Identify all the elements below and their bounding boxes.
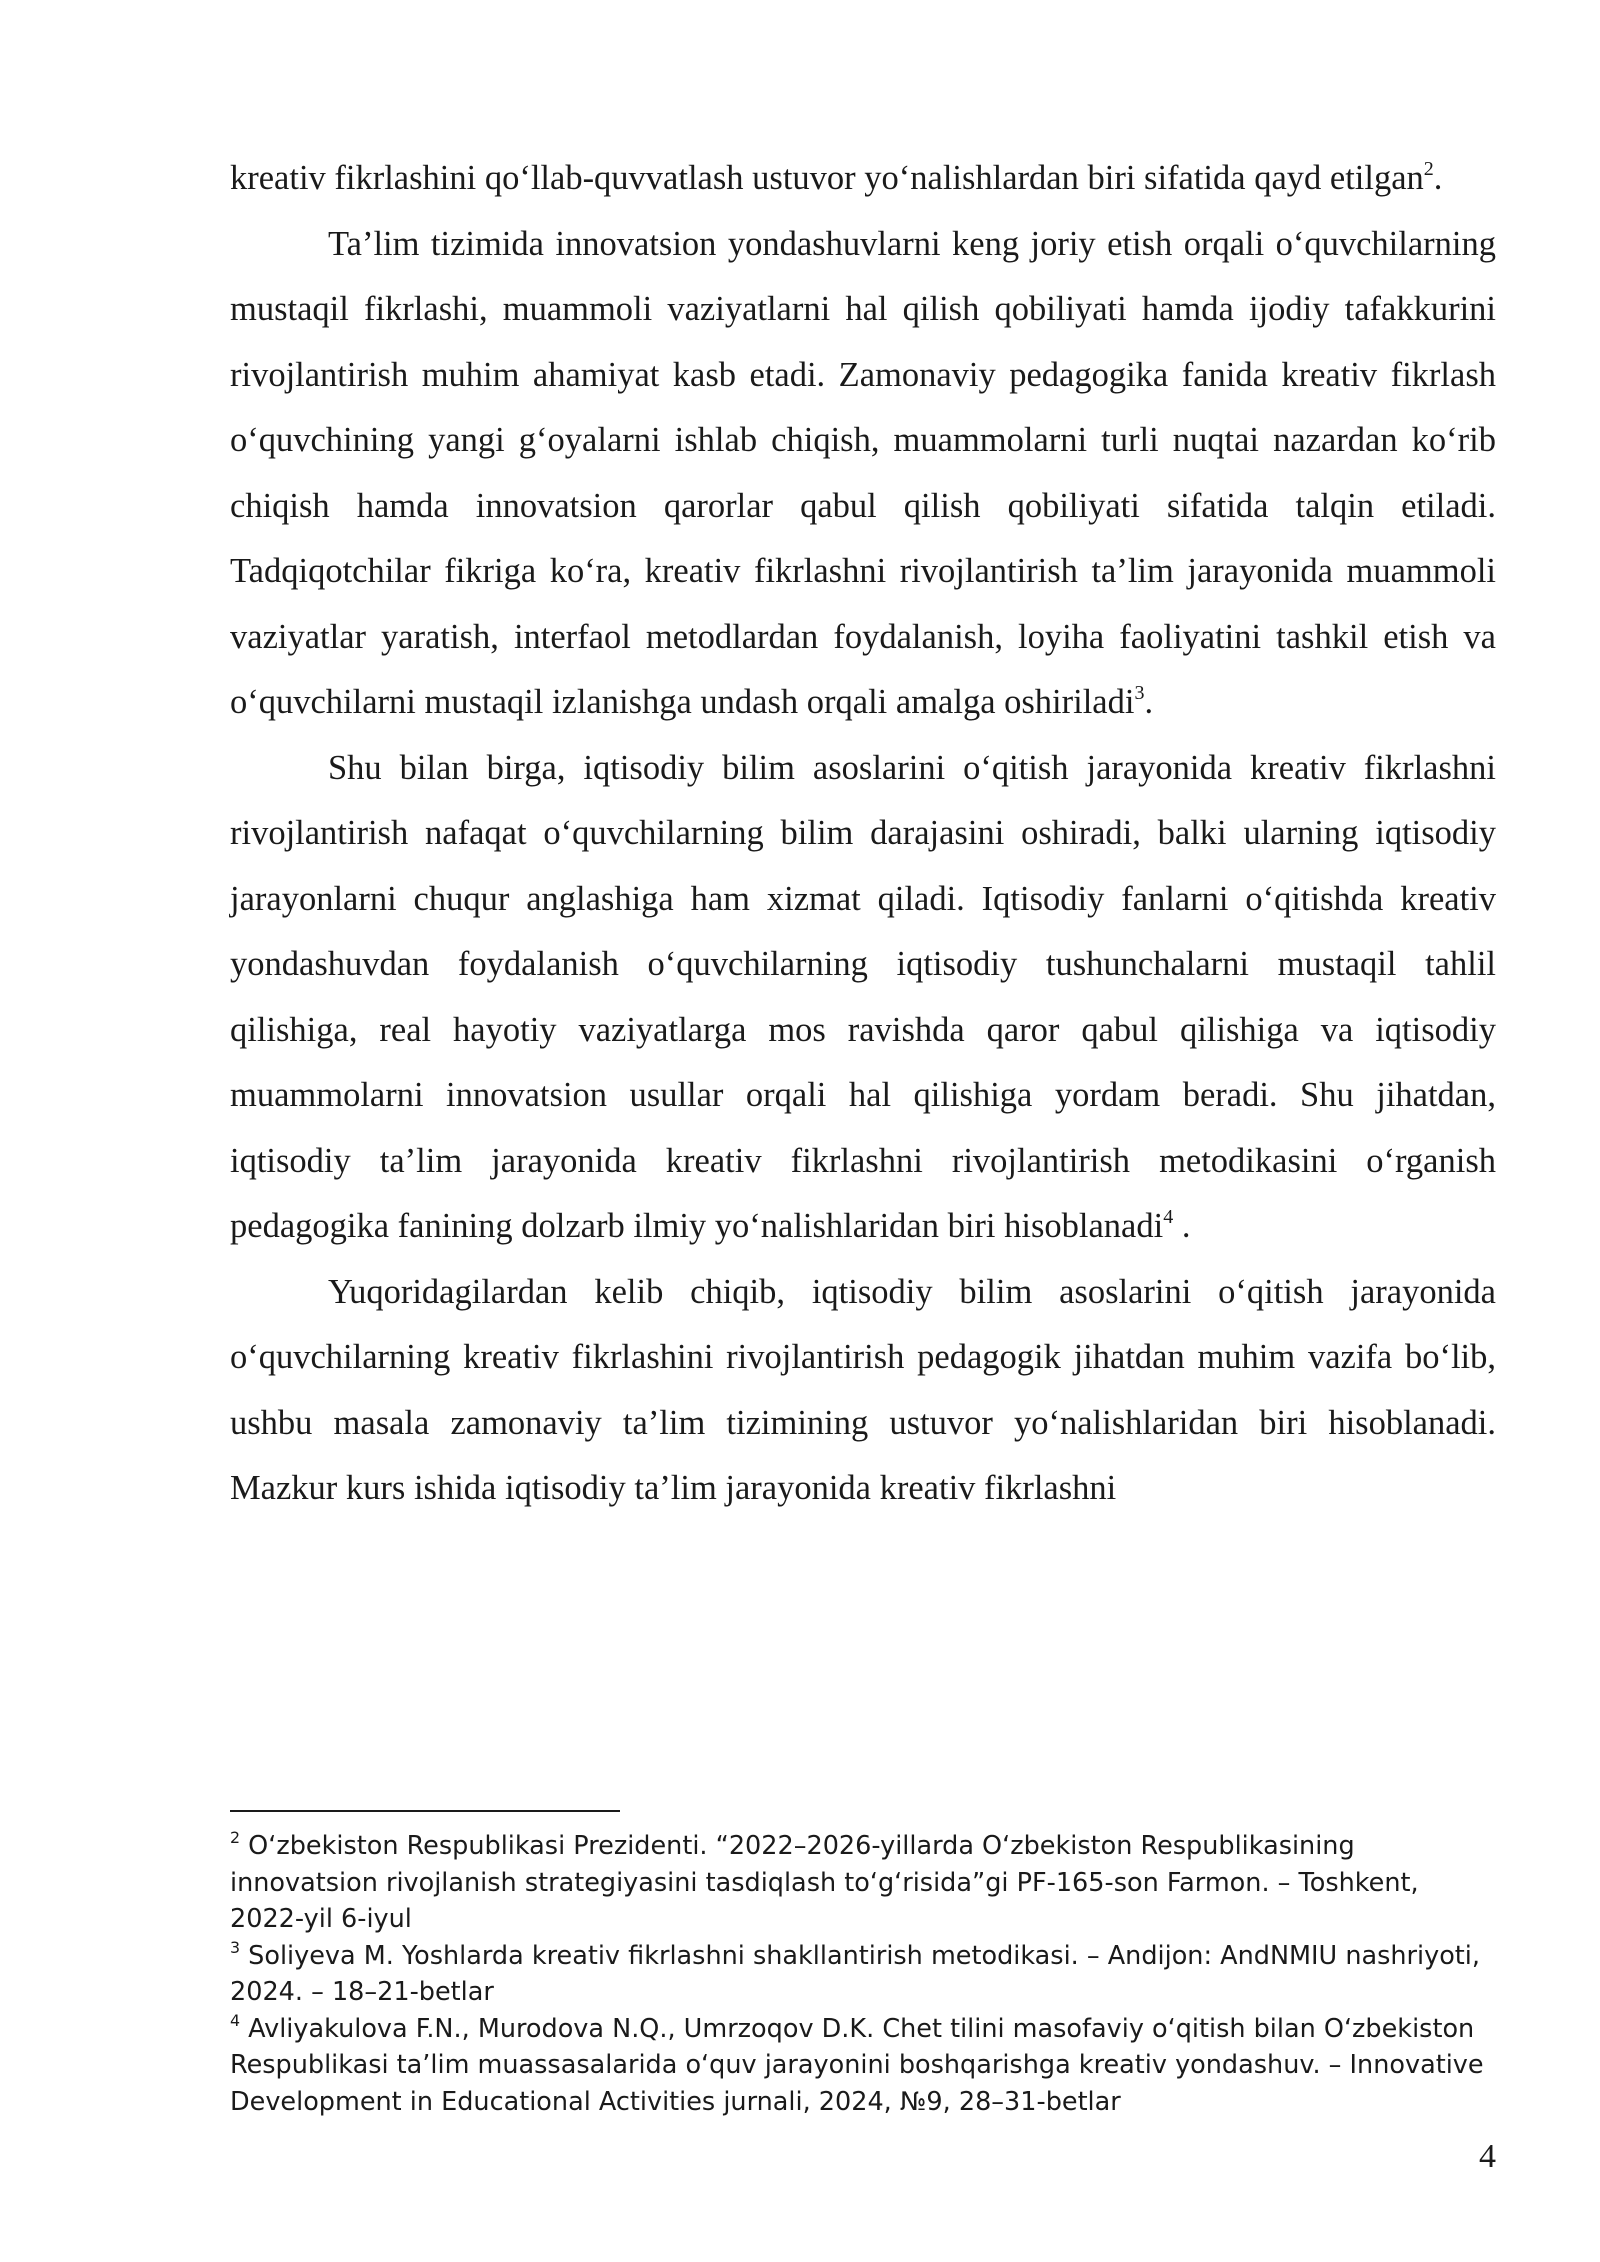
- footnote-reference[interactable]: 4: [1163, 1206, 1174, 1228]
- paragraph: [230, 736, 1496, 1260]
- footnote: [230, 1938, 1496, 2011]
- footnote-text: Soliyeva M. Yoshlarda kreativ fikrlashni shakllantirish metodikasi. – Andijon: AndNMIU nashriyoti, 2024. – 18–21-betlar: [230, 1940, 1480, 2007]
- footnote-number: 2: [230, 1827, 241, 1847]
- paragraph-text: Ta’lim tizimida innovatsion yondashuvlarni keng joriy etish orqali o‘quvchilarning mustaqil fikrlashi, muammoli vaziyatlarni hal qilish qobiliyati hamda ijodiy tafakkurini rivojlantirish muhim ahamiyat kasb etadi. Zamonaviy pedagogika fanida kreativ fikrlash o‘quvchining yangi g‘oyalarni ishlab chiqish, muammolarni turli nuqtai nazardan ko‘rib chiqish hamda innovatsion qarorlar qabul qilish qobiliyati sifatida talqin etiladi. Tadqiqotchilar fikriga ko‘ra, kreativ fikrlashni rivojlantirish ta’lim jarayonida muammoli vaziyatlar yaratish, interfaol metodlardan foydalanish, loyiha faoliyatini tashkil etish va o‘quvchilarni mustaqil izlanishga undash orqali amalga oshiriladi: [230, 224, 1496, 721]
- paragraph-end: .: [1173, 1207, 1191, 1245]
- footnote-reference[interactable]: 2: [1423, 158, 1434, 180]
- footnote-number: 4: [230, 2010, 241, 2030]
- footnotes: [230, 1828, 1496, 2120]
- paragraph-continued: [230, 146, 1496, 212]
- footnote-text: O‘zbekiston Respublikasi Prezidenti. “2022–2026-yillarda O‘zbekiston Respublikasining innovatsion rivojlanish strategiyasini tasdiqlash to‘g‘risida”gi PF-165-son Farmon. – Toshkent, 2022-yil 6-iyul: [230, 1831, 1419, 1934]
- paragraph: [230, 1260, 1496, 1522]
- body-text: [230, 146, 1496, 1522]
- footnote-number: 3: [230, 1937, 241, 1957]
- footnote-separator: [230, 1810, 620, 1812]
- footnote: [230, 2011, 1496, 2121]
- paragraph: [230, 212, 1496, 736]
- paragraph-text: kreativ fikrlashini qo‘llab-quvvatlash ustuvor yo‘nalishlardan biri sifatida qayd etilgan: [230, 159, 1424, 197]
- paragraph-end: .: [1433, 159, 1443, 197]
- page-number: 4: [1479, 2138, 1496, 2175]
- paragraph-end: .: [1144, 683, 1154, 721]
- paragraph-text: Yuqoridagilardan kelib chiqib, iqtisodiy bilim asoslarini o‘qitish jarayonida o‘quvchilarning kreativ fikrlashini rivojlantirish pedagogik jihatdan muhim vazifa bo‘lib, ushbu masala zamonaviy ta’lim tizimining ustuvor yo‘nalishlaridan biri hisoblanadi. Mazkur kurs ishida iqtisodiy ta’lim jarayonida kreativ fikrlashni: [230, 1272, 1496, 1507]
- footnote-reference[interactable]: 3: [1134, 682, 1145, 704]
- paragraph-text: Shu bilan birga, iqtisodiy bilim asoslarini o‘qitish jarayonida kreativ fikrlashni rivojlantirish nafaqat o‘quvchilarning bilim darajasini oshiradi, balki ularning iqtisodiy jarayonlarni chuqur anglashiga ham xizmat qiladi. Iqtisodiy fanlarni o‘qitishda kreativ yondashuvdan foydalanish o‘quvchilarning iqtisodiy tushunchalarni mustaqil tahlil qilishiga, real hayotiy vaziyatlarga mos ravishda qaror qabul qilishiga va iqtisodiy muammolarni innovatsion usullar orqali hal qilishiga yordam beradi. Shu jihatdan, iqtisodiy ta’lim jarayonida kreativ fikrlashni rivojlantirish metodikasini o‘rganish pedagogika fanining dolzarb ilmiy yo‘nalishlaridan biri hisoblanadi: [230, 748, 1496, 1245]
- footnote: [230, 1828, 1496, 1938]
- footnote-text: Avliyakulova F.N., Murodova N.Q., Umrzoqov D.K. Chet tilini masofaviy o‘qitish bilan O‘zbekiston Respublikasi ta’lim muassasalarida o‘quv jarayonini boshqarishga kreativ yondashuv. – Innovative Development in Educational Activities jurnali, 2024, №9, 28–31-betlar: [230, 2013, 1484, 2117]
